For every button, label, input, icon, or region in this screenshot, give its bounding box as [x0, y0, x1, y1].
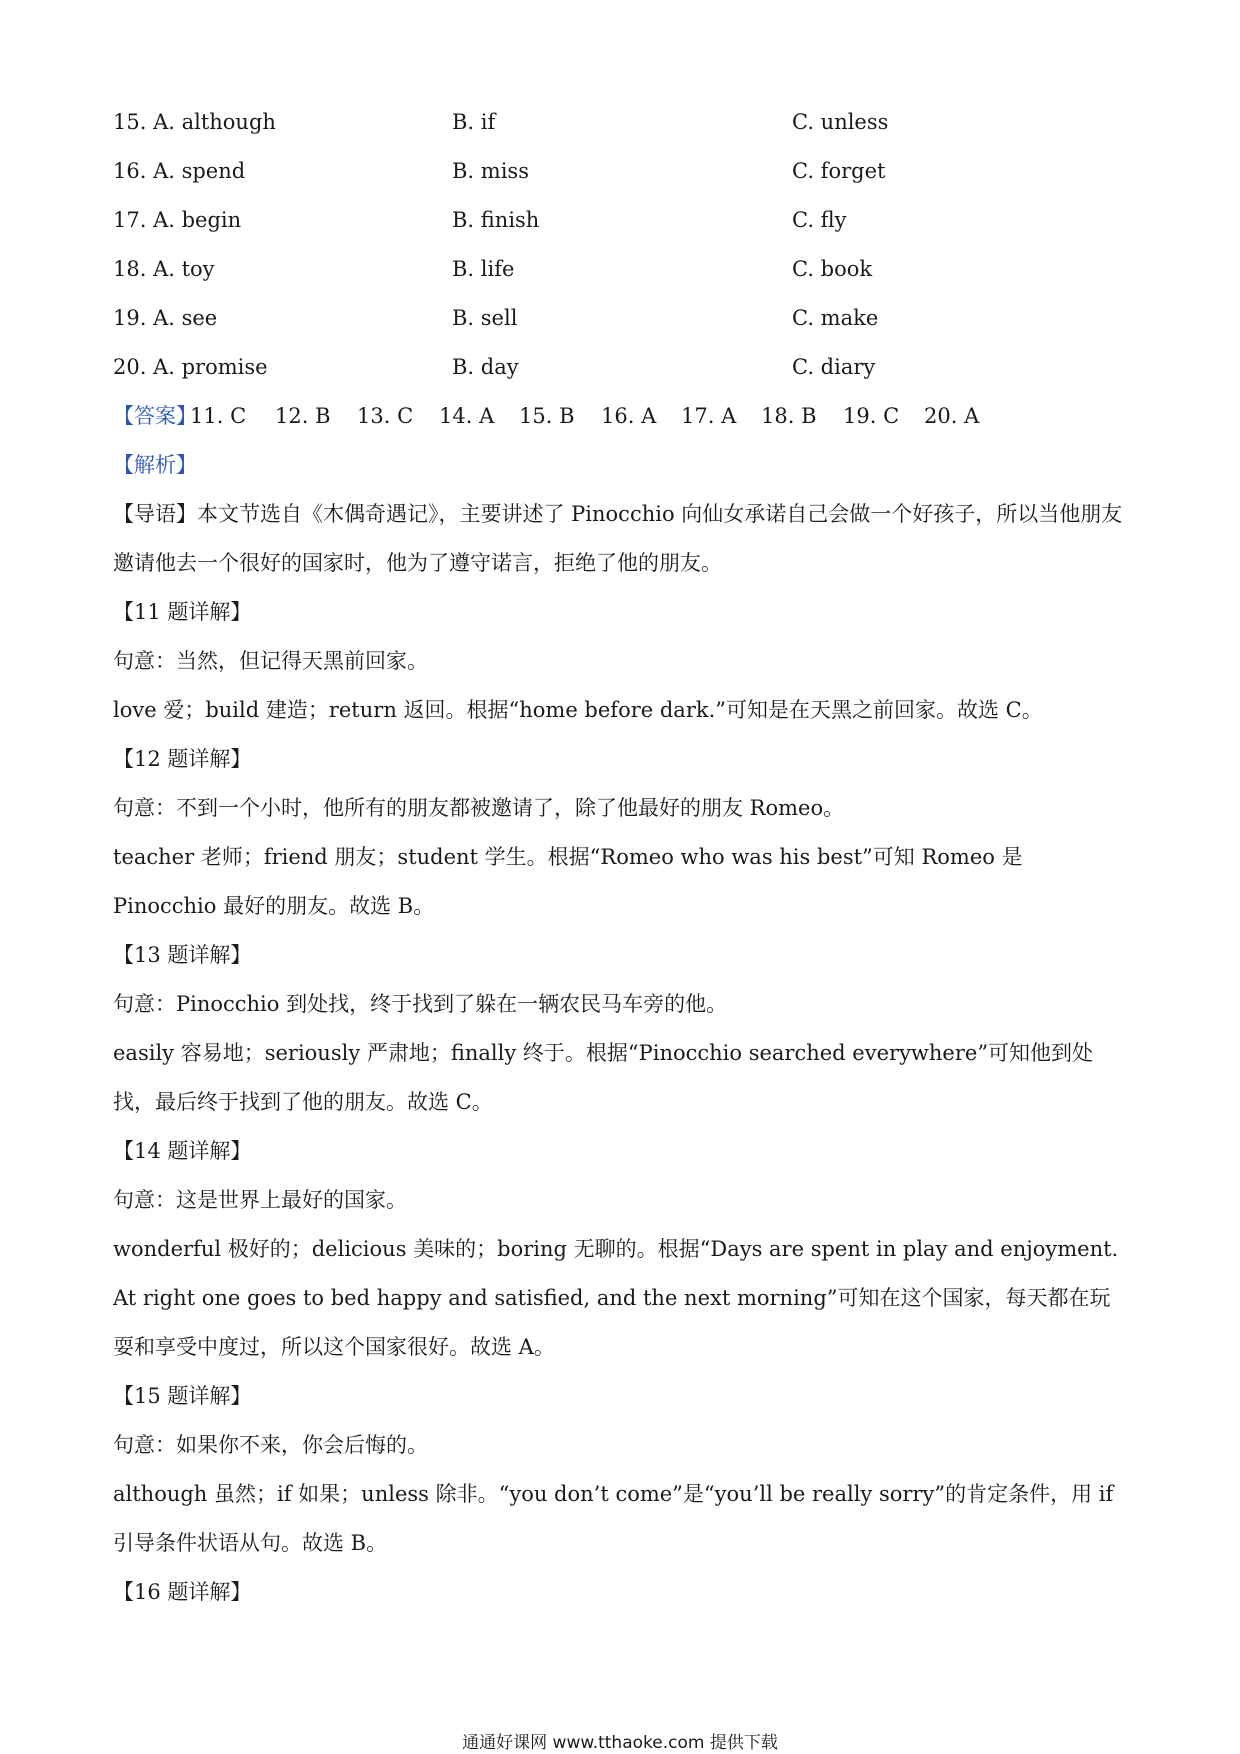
option-c: C. unless [792, 110, 889, 134]
option-a: 19. A. see [113, 306, 218, 330]
option-c: C. diary [792, 355, 876, 379]
detail-heading: 【13 题详解】 [113, 943, 252, 967]
answer-item: 16. A [601, 404, 657, 428]
sentence-meaning: 句意：Pinocchio 到处找，终于找到了躲在一辆农民马车旁的他。 [113, 992, 728, 1016]
option-c: C. forget [792, 159, 886, 183]
option-row [113, 196, 1128, 245]
detail-list [113, 588, 1128, 1568]
option-b: B. finish [452, 208, 540, 232]
option-c: C. fly [792, 208, 847, 232]
answer-item: 18. B [761, 404, 817, 428]
option-b: B. miss [452, 159, 529, 183]
detail-heading-16: 【16 题详解】 [113, 1580, 252, 1604]
guide-paragraph: 【导语】本文节选自《木偶奇遇记》，主要讲述了 Pinocchio 向仙女承诺自己会做一个好孩子，所以当他朋友邀请他去一个很好的国家时，他为了遵守诺言，拒绝了他的朋友。 [113, 502, 1123, 575]
explanation: love 爱；build 建造；return 返回。根据“home before dark.”可知是在天黑之前回家。故选 C。 [113, 698, 1043, 722]
option-a: 17. A. begin [113, 208, 242, 232]
sentence-meaning: 句意：如果你不来，你会后悔的。 [113, 1433, 428, 1457]
option-a: 20. A. promise [113, 355, 268, 379]
detail-heading: 【12 题详解】 [113, 747, 252, 771]
explanation: teacher 老师；friend 朋友；student 学生。根据“Romeo who was his best”可知 Romeo 是 Pinocchio 最好的朋友。故选 B。 [113, 845, 1023, 918]
option-row [113, 147, 1128, 196]
analysis-heading: 【解析】 [113, 453, 197, 477]
option-a: 15. A. although [113, 110, 276, 134]
page-content [113, 98, 1128, 1617]
option-c: C. make [792, 306, 879, 330]
answer-item: 11. C [190, 404, 247, 428]
detail-heading: 【15 题详解】 [113, 1384, 252, 1408]
explanation: easily 容易地；seriously 严肃地；finally 终于。根据“Pinocchio searched everywhere”可知他到处找，最后终于找到了他的朋友。故选 C。 [113, 1041, 1094, 1114]
option-b: B. life [452, 257, 515, 281]
explanation: wonderful 极好的；delicious 美味的；boring 无聊的。根据“Days are spent in play and enjoyment. At right one goes to bed happy and satisfied, and the next morning”可知在这个国家，每天都在玩耍和享受中度过，所以这个国家很好。故选 A。 [113, 1237, 1119, 1359]
page-footer: 通通好课网 www.tthaoke.com 提供下载 [462, 1733, 778, 1753]
option-c: C. book [792, 257, 873, 281]
answer-item: 14. A [439, 404, 495, 428]
answer-item: 12. B [275, 404, 331, 428]
answer-item: 17. A [681, 404, 737, 428]
option-list [113, 98, 1128, 392]
option-row [113, 294, 1128, 343]
detail-heading: 【14 题详解】 [113, 1139, 252, 1163]
option-a: 18. A. toy [113, 257, 215, 281]
sentence-meaning: 句意：这是世界上最好的国家。 [113, 1188, 407, 1212]
option-row [113, 343, 1128, 392]
answer-label: 【答案】 [113, 404, 197, 428]
explanation: although 虽然；if 如果；unless 除非。“you don’t come”是“you’ll be really sorry”的肯定条件，用 if 引导条件状语从句。故选 B。 [113, 1482, 1114, 1555]
sentence-meaning: 句意：不到一个小时，他所有的朋友都被邀请了，除了他最好的朋友 Romeo。 [113, 796, 845, 820]
option-b: B. if [452, 110, 496, 134]
option-b: B. sell [452, 306, 518, 330]
answer-item: 20. A [924, 404, 980, 428]
option-row [113, 245, 1128, 294]
sentence-meaning: 句意：当然，但记得天黑前回家。 [113, 649, 428, 673]
answer-item: 13. C [357, 404, 414, 428]
option-row [113, 98, 1128, 147]
answer-key [113, 392, 1128, 441]
answer-item: 19. C [843, 404, 900, 428]
detail-heading: 【11 题详解】 [113, 600, 252, 624]
answer-item: 15. B [519, 404, 575, 428]
option-a: 16. A. spend [113, 159, 246, 183]
option-b: B. day [452, 355, 519, 379]
